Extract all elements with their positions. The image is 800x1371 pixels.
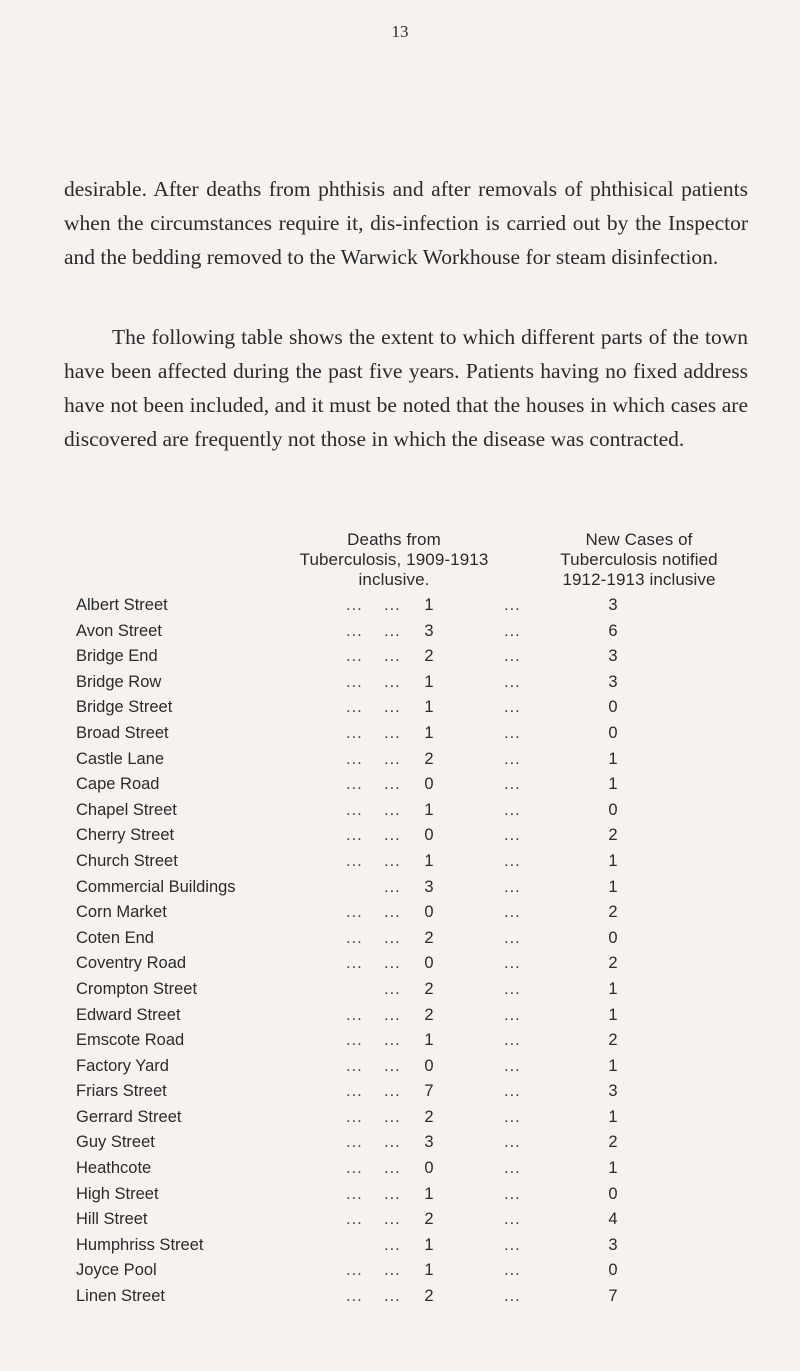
deaths-value: 0 bbox=[424, 903, 434, 922]
leader-dots: ... bbox=[346, 775, 363, 794]
leader-dots: ... bbox=[504, 826, 521, 845]
leader-dots: ... bbox=[384, 1005, 401, 1024]
street-name: Castle Lane bbox=[76, 749, 165, 768]
new-cases-value: 1 bbox=[608, 1107, 618, 1126]
table-row bbox=[76, 900, 766, 926]
leader-dots: ... bbox=[504, 954, 521, 973]
leader-dots: ... bbox=[346, 647, 363, 666]
street-name: Cherry Street bbox=[76, 826, 175, 845]
table-row bbox=[76, 1182, 766, 1208]
leader-dots: ... bbox=[504, 979, 521, 998]
table-row bbox=[76, 593, 766, 619]
new-cases-value: 4 bbox=[608, 1210, 618, 1229]
deaths-value: 3 bbox=[424, 877, 434, 896]
table-row bbox=[76, 1054, 766, 1080]
leader-dots: ... bbox=[504, 1287, 521, 1306]
leader-dots: ... bbox=[384, 979, 401, 998]
deaths-value: 1 bbox=[424, 698, 434, 717]
table-row bbox=[76, 798, 766, 824]
new-cases-value: 2 bbox=[608, 1133, 618, 1152]
new-cases-value: 2 bbox=[608, 954, 618, 973]
leader-dots: ... bbox=[504, 928, 521, 947]
new-cases-value: 0 bbox=[608, 1184, 618, 1203]
new-cases-value: 1 bbox=[608, 877, 618, 896]
table-row bbox=[76, 619, 766, 645]
deaths-value: 1 bbox=[424, 672, 434, 691]
table-row bbox=[76, 1105, 766, 1131]
leader-dots: ... bbox=[346, 954, 363, 973]
new-cases-column-header bbox=[518, 530, 760, 590]
leader-dots: ... bbox=[384, 647, 401, 666]
leader-dots: ... bbox=[384, 1287, 401, 1306]
leader-dots: ... bbox=[346, 903, 363, 922]
leader-dots: ... bbox=[504, 1261, 521, 1280]
street-name: Edward Street bbox=[76, 1005, 181, 1024]
new-cases-value: 1 bbox=[608, 1056, 618, 1075]
leader-dots: ... bbox=[504, 1107, 521, 1126]
street-name: Bridge End bbox=[76, 647, 158, 666]
new-cases-value: 2 bbox=[608, 903, 618, 922]
new-cases-value: 6 bbox=[608, 621, 618, 640]
deaths-value: 2 bbox=[424, 928, 434, 947]
leader-dots: ... bbox=[346, 596, 363, 614]
street-name: Gerrard Street bbox=[76, 1107, 182, 1126]
leader-dots: ... bbox=[504, 1056, 521, 1075]
table-row bbox=[76, 747, 766, 773]
new-cases-value: 0 bbox=[608, 1261, 618, 1280]
leader-dots: ... bbox=[384, 723, 401, 742]
new-cases-value: 0 bbox=[608, 723, 618, 742]
leader-dots: ... bbox=[346, 826, 363, 845]
deaths-value: 2 bbox=[424, 979, 434, 998]
leader-dots: ... bbox=[504, 800, 521, 819]
new-cases-value: 2 bbox=[608, 1031, 618, 1050]
table-row bbox=[76, 1284, 766, 1310]
table-row bbox=[76, 1028, 766, 1054]
deaths-value: 1 bbox=[424, 851, 434, 870]
table-row bbox=[76, 721, 766, 747]
deaths-value: 0 bbox=[424, 1159, 434, 1178]
new-cases-value: 0 bbox=[608, 698, 618, 717]
deaths-value: 3 bbox=[424, 621, 434, 640]
leader-dots: ... bbox=[346, 723, 363, 742]
leader-dots: ... bbox=[504, 1210, 521, 1229]
leader-dots: ... bbox=[504, 621, 521, 640]
leader-dots: ... bbox=[384, 1082, 401, 1101]
leader-dots: ... bbox=[504, 1133, 521, 1152]
new-cases-header-line-1: New Cases of bbox=[585, 530, 693, 549]
leader-dots: ... bbox=[384, 954, 401, 973]
street-name: Crompton Street bbox=[76, 979, 198, 998]
table-description-paragraph: The following table shows the extent to which different parts of the town have been affected during the past five years. Patients having no fixed address have not been included, and it must be noted that the houses in which cases are discovered are frequently not those in which the disease was contracted. bbox=[64, 325, 748, 451]
leader-dots: ... bbox=[384, 749, 401, 768]
page-number: 13 bbox=[391, 22, 409, 41]
leader-dots: ... bbox=[504, 1159, 521, 1178]
deaths-value: 1 bbox=[424, 1235, 434, 1254]
leader-dots: ... bbox=[384, 826, 401, 845]
leader-dots: ... bbox=[346, 698, 363, 717]
intro-paragraph: desirable. After deaths from phthisis and after removals of phthisical patients when the circumstances require it, dis-infection is carried out by the Inspector and the bedding removed to the Warwick Workhouse for steam disinfection. bbox=[64, 177, 748, 269]
new-cases-value: 1 bbox=[608, 775, 618, 794]
leader-dots: ... bbox=[504, 903, 521, 922]
deaths-value: 2 bbox=[424, 1107, 434, 1126]
new-cases-value: 1 bbox=[608, 979, 618, 998]
leader-dots: ... bbox=[384, 1107, 401, 1126]
new-cases-value: 0 bbox=[608, 928, 618, 947]
street-name: Joyce Pool bbox=[76, 1261, 157, 1280]
deaths-header-line-3: inclusive. bbox=[358, 570, 430, 589]
leader-dots: ... bbox=[504, 723, 521, 742]
street-name: Avon Street bbox=[76, 621, 162, 640]
table-row bbox=[76, 772, 766, 798]
street-name: Factory Yard bbox=[76, 1056, 169, 1075]
leader-dots: ... bbox=[384, 928, 401, 947]
new-cases-header-line-2: Tuberculosis notified bbox=[560, 550, 718, 569]
street-name: Humphriss Street bbox=[76, 1235, 204, 1254]
new-cases-value: 3 bbox=[608, 1235, 618, 1254]
table-row bbox=[76, 823, 766, 849]
leader-dots: ... bbox=[384, 621, 401, 640]
leader-dots: ... bbox=[504, 749, 521, 768]
leader-dots: ... bbox=[504, 1082, 521, 1101]
deaths-value: 1 bbox=[424, 723, 434, 742]
table-row bbox=[76, 951, 766, 977]
table-row bbox=[76, 670, 766, 696]
leader-dots: ... bbox=[346, 1031, 363, 1050]
leader-dots: ... bbox=[504, 1184, 521, 1203]
street-name: Friars Street bbox=[76, 1082, 167, 1101]
table-row bbox=[76, 849, 766, 875]
new-cases-header-line-3: 1912-1913 inclusive bbox=[562, 570, 716, 589]
deaths-value: 2 bbox=[424, 749, 434, 768]
new-cases-value: 0 bbox=[608, 800, 618, 819]
deaths-value: 2 bbox=[424, 647, 434, 666]
leader-dots: ... bbox=[346, 1082, 363, 1101]
deaths-value: 3 bbox=[424, 1133, 434, 1152]
leader-dots: ... bbox=[504, 851, 521, 870]
deaths-column-header bbox=[272, 530, 516, 590]
street-name: Coten End bbox=[76, 928, 154, 947]
table-row bbox=[76, 1233, 766, 1259]
table-row bbox=[76, 695, 766, 721]
leader-dots: ... bbox=[346, 621, 363, 640]
leader-dots: ... bbox=[384, 1031, 401, 1050]
leader-dots: ... bbox=[346, 1133, 363, 1152]
leader-dots: ... bbox=[384, 1261, 401, 1280]
street-name: Coventry Road bbox=[76, 954, 187, 973]
deaths-value: 2 bbox=[424, 1210, 434, 1229]
new-cases-value: 1 bbox=[608, 749, 618, 768]
street-name: Church Street bbox=[76, 851, 178, 870]
leader-dots: ... bbox=[384, 1235, 401, 1254]
deaths-value: 2 bbox=[424, 1287, 434, 1306]
leader-dots: ... bbox=[504, 596, 521, 614]
leader-dots: ... bbox=[504, 1005, 521, 1024]
leader-dots: ... bbox=[504, 877, 521, 896]
leader-dots: ... bbox=[346, 851, 363, 870]
leader-dots: ... bbox=[384, 1133, 401, 1152]
leader-dots: ... bbox=[504, 775, 521, 794]
leader-dots: ... bbox=[346, 928, 363, 947]
leader-dots: ... bbox=[346, 1287, 363, 1306]
street-name: Hill Street bbox=[76, 1210, 148, 1229]
street-name: Albert Street bbox=[76, 596, 168, 614]
leader-dots: ... bbox=[384, 672, 401, 691]
leader-dots: ... bbox=[504, 1235, 521, 1254]
new-cases-value: 3 bbox=[608, 1082, 618, 1101]
leader-dots: ... bbox=[384, 851, 401, 870]
deaths-value: 2 bbox=[424, 1005, 434, 1024]
leader-dots: ... bbox=[384, 1056, 401, 1075]
leader-dots: ... bbox=[346, 1261, 363, 1280]
leader-dots: ... bbox=[346, 672, 363, 691]
table-row bbox=[76, 977, 766, 1003]
new-cases-value: 3 bbox=[608, 672, 618, 691]
new-cases-value: 7 bbox=[608, 1287, 618, 1306]
street-name: Corn Market bbox=[76, 903, 167, 922]
leader-dots: ... bbox=[346, 1184, 363, 1203]
deaths-value: 1 bbox=[424, 596, 434, 614]
street-name: Chapel Street bbox=[76, 800, 177, 819]
leader-dots: ... bbox=[346, 1107, 363, 1126]
table-row bbox=[76, 926, 766, 952]
leader-dots: ... bbox=[346, 1210, 363, 1229]
leader-dots: ... bbox=[384, 800, 401, 819]
street-name: Broad Street bbox=[76, 723, 169, 742]
leader-dots: ... bbox=[346, 1056, 363, 1075]
leader-dots: ... bbox=[384, 877, 401, 896]
deaths-value: 1 bbox=[424, 1261, 434, 1280]
street-name: Linen Street bbox=[76, 1287, 165, 1306]
deaths-value: 0 bbox=[424, 775, 434, 794]
leader-dots: ... bbox=[504, 1031, 521, 1050]
street-table bbox=[76, 593, 766, 1310]
leader-dots: ... bbox=[346, 800, 363, 819]
leader-dots: ... bbox=[384, 1159, 401, 1178]
street-name: Bridge Street bbox=[76, 698, 173, 717]
street-name: High Street bbox=[76, 1184, 159, 1203]
street-name: Bridge Row bbox=[76, 672, 162, 691]
new-cases-value: 1 bbox=[608, 1159, 618, 1178]
leader-dots: ... bbox=[504, 698, 521, 717]
new-cases-value: 3 bbox=[608, 647, 618, 666]
leader-dots: ... bbox=[346, 1005, 363, 1024]
street-name: Commercial Buildings bbox=[76, 877, 236, 896]
new-cases-value: 3 bbox=[608, 596, 618, 614]
table-row bbox=[76, 1258, 766, 1284]
deaths-header-line-2: Tuberculosis, 1909-1913 bbox=[299, 550, 489, 569]
table-row bbox=[76, 1156, 766, 1182]
street-name: Heathcote bbox=[76, 1159, 152, 1178]
leader-dots: ... bbox=[346, 749, 363, 768]
deaths-value: 1 bbox=[424, 800, 434, 819]
leader-dots: ... bbox=[504, 672, 521, 691]
leader-dots: ... bbox=[384, 903, 401, 922]
table-row bbox=[76, 1130, 766, 1156]
leader-dots: ... bbox=[504, 647, 521, 666]
leader-dots: ... bbox=[384, 775, 401, 794]
street-name: Guy Street bbox=[76, 1133, 155, 1152]
deaths-header-line-1: Deaths from bbox=[347, 530, 441, 549]
deaths-value: 0 bbox=[424, 954, 434, 973]
table-row bbox=[76, 644, 766, 670]
deaths-value: 0 bbox=[424, 826, 434, 845]
new-cases-value: 1 bbox=[608, 1005, 618, 1024]
deaths-value: 7 bbox=[424, 1082, 434, 1101]
table-row bbox=[76, 875, 766, 901]
table-row bbox=[76, 1003, 766, 1029]
deaths-value: 1 bbox=[424, 1031, 434, 1050]
deaths-value: 1 bbox=[424, 1184, 434, 1203]
new-cases-value: 2 bbox=[608, 826, 618, 845]
leader-dots: ... bbox=[346, 1159, 363, 1178]
street-name: Emscote Road bbox=[76, 1031, 185, 1050]
table-row bbox=[76, 1207, 766, 1233]
street-name: Cape Road bbox=[76, 775, 160, 794]
leader-dots: ... bbox=[384, 698, 401, 717]
table-row bbox=[76, 1079, 766, 1105]
leader-dots: ... bbox=[384, 1210, 401, 1229]
leader-dots: ... bbox=[384, 1184, 401, 1203]
deaths-value: 0 bbox=[424, 1056, 434, 1075]
new-cases-value: 1 bbox=[608, 851, 618, 870]
leader-dots: ... bbox=[384, 596, 401, 614]
